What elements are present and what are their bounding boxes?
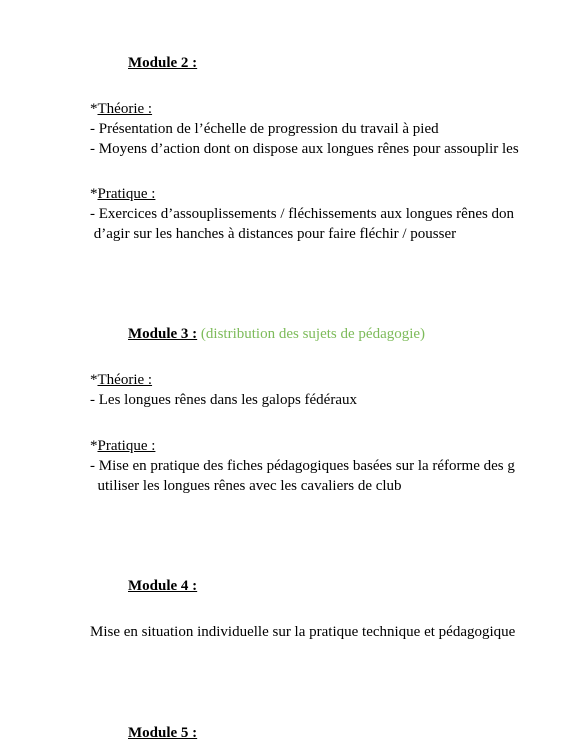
- module-3-theorie-heading: [90, 371, 152, 389]
- module-3-pratique-heading: [90, 437, 155, 455]
- pratique-label: Pratique :: [97, 186, 156, 202]
- module-3-heading: [128, 325, 425, 343]
- module-2-title: Module 2 :: [128, 55, 198, 71]
- module-2-theorie-line: - Moyens d’action dont on dispose aux longues rênes pour assouplir les: [90, 141, 519, 157]
- module-3-theorie-line: - Les longues rênes dans les galops fédéraux: [90, 392, 357, 408]
- asterisk: *: [90, 372, 98, 388]
- asterisk: *: [90, 438, 98, 454]
- module-3-title: Module 3 :: [128, 326, 198, 342]
- asterisk: *: [90, 101, 98, 117]
- module-2-pratique-heading: [90, 185, 155, 203]
- module-5-title: Module 5 :: [128, 725, 198, 741]
- module-2-pratique-line: - Exercices d’assouplissements / fléchissements aux longues rênes don: [90, 206, 515, 222]
- module-3-pratique-line: utiliser les longues rênes avec les cavaliers de club: [90, 478, 402, 494]
- module-3-pratique-line: - Mise en pratique des fiches pédagogiques basées sur la réforme des g: [90, 458, 515, 474]
- module-4-title: Module 4 :: [128, 578, 198, 594]
- pratique-label: Pratique :: [97, 438, 156, 454]
- module-2-theorie-heading: [90, 100, 152, 118]
- module-4-text: Mise en situation individuelle sur la pratique technique et pédagogique: [90, 624, 516, 640]
- theorie-label: Théorie :: [97, 372, 153, 388]
- module-3-note: (distribution des sujets de pédagogie): [200, 326, 426, 342]
- module-2-theorie-line: - Présentation de l’échelle de progression du travail à pied: [90, 121, 439, 137]
- module-2-pratique-line: d’agir sur les hanches à distances pour faire fléchir / pousser: [90, 226, 457, 242]
- theorie-label: Théorie :: [97, 101, 153, 117]
- asterisk: *: [90, 186, 98, 202]
